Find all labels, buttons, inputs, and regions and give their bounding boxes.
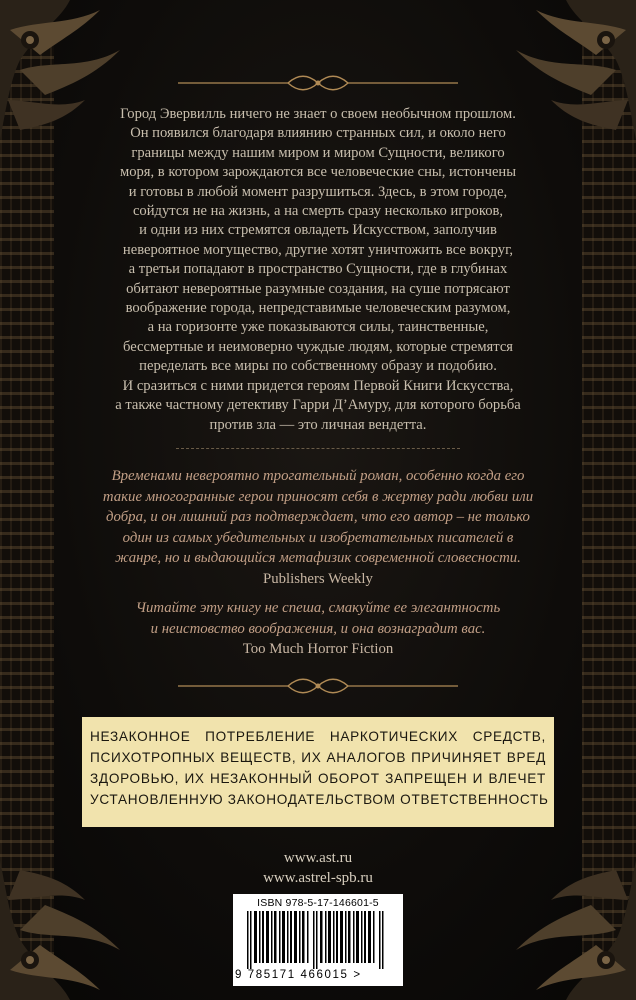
description-line: против зла — это личная вендетта.	[209, 416, 427, 433]
quote-source: Publishers Weekly	[263, 570, 373, 587]
bottom-flourish-ornament	[178, 675, 458, 697]
description-line: воображение города, непредставимые человеческим разумом,	[125, 300, 511, 317]
description-line: обитают невероятные разумные создания, на суше потрясают	[126, 280, 510, 297]
quote-line: Читайте эту книгу не спеша, смакуйте ее элегантность	[135, 600, 501, 616]
dashed-divider	[176, 448, 460, 449]
quote-line: жанре, но и выдающийся метафизик современной словесности.	[115, 550, 521, 567]
barcode-digits: 9 785171 466015 >	[235, 969, 362, 981]
warning-line: НЕЗАКОННОЕ ПОТРЕБЛЕНИЕ НАРКОТИЧЕСКИХ СРЕДСТВ,	[90, 729, 546, 744]
quote-line: один из самых убедительных и изобретательных писателей в	[122, 529, 514, 546]
drug-warning-box	[82, 717, 554, 827]
description-line: а также частному детективу Гарри Д’Амуру, для которого борьба	[115, 397, 521, 414]
description-line: а третьи попадают в пространство Сущности, где в глубинах	[128, 261, 508, 278]
website-link-astrel[interactable]: www.astrel-spb.ru	[263, 870, 373, 886]
description-line: Город Эвервилль ничего не знает о своем необычном прошлом.	[120, 106, 516, 122]
quote-source: Too Much Horror Fiction	[242, 641, 394, 658]
description-line: и готовы в любой момент разрушиться. Здесь, в этом городе,	[128, 183, 508, 200]
description-line: переделать все миры по собственному образу и подобию.	[139, 358, 497, 375]
description-line: границы между нашим миром и миром Сущности, великого	[131, 144, 505, 161]
description-line: невероятное могущество, другие хотят уничтожить все вокруг,	[122, 241, 514, 258]
review-quote-too-much-horror-fiction	[62, 598, 574, 660]
publisher-websites	[218, 848, 418, 888]
bone-claw-illustration-bottom-right	[466, 830, 636, 1000]
review-quote-publishers-weekly	[62, 466, 574, 590]
quote-line: такие многогранные герои приносят себя в жертву ради любви или	[102, 488, 534, 505]
top-flourish-ornament	[178, 72, 458, 94]
warning-line: УСТАНОВЛЕННУЮ ЗАКОНОДАТЕЛЬСТВОМ ОТВЕТСТВЕННОСТЬ	[90, 792, 549, 807]
description-line: Он появился благодаря влиянию странных сил, и около него	[130, 125, 506, 142]
description-line: И сразиться с ними придется героям Первой Книги Искусства,	[122, 377, 514, 394]
description-line: моря, в котором зарождаются все человеческие сны, истончены	[119, 164, 517, 181]
quote-line: добра, и он лишний раз подтверждает, что его автор – не только	[106, 509, 530, 526]
website-link-ast[interactable]: www.ast.ru	[283, 850, 353, 866]
book-description	[74, 105, 562, 435]
warning-line: ЗДОРОВЬЮ, ИХ НЕЗАКОННЫЙ ОБОРОТ ЗАПРЕЩЕН И ВЛЕЧЕТ	[90, 771, 546, 786]
warning-line: ПСИХОТРОПНЫХ ВЕЩЕСТВ, ИХ АНАЛОГОВ ПРИЧИНЯЕТ ВРЕД	[90, 750, 546, 765]
quote-line: и неистовство воображения, и она вознаградит вас.	[150, 620, 486, 637]
description-line: сойдутся не на жизнь, а на смерть сразу несколько игроков,	[132, 203, 504, 220]
description-line: и одни из них стремятся овладеть Искусством, заполучив	[139, 222, 497, 239]
description-line: а на горизонте уже показываются силы, таинственные,	[147, 319, 489, 336]
isbn-barcode-block	[233, 894, 403, 986]
isbn-label: ISBN 978-5-17-146601-5	[257, 897, 379, 909]
quote-line: Временами невероятно трогательный роман, особенно когда его	[111, 468, 525, 484]
description-line: бессмертные и неимоверно чуждые людям, которые стремятся	[122, 338, 514, 355]
bone-claw-illustration-bottom-left	[0, 830, 170, 1000]
barcode-icon	[247, 911, 393, 969]
